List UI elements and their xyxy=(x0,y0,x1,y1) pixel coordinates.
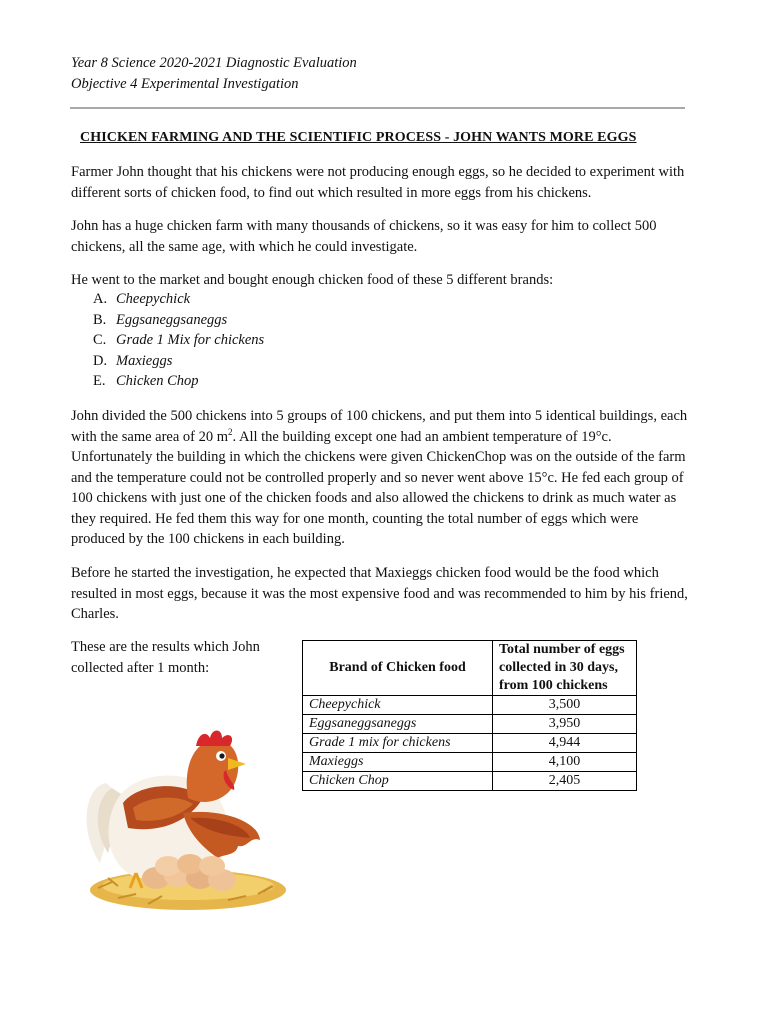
superscript: 2 xyxy=(228,426,233,437)
list-letter: E. xyxy=(93,373,106,389)
header-divider xyxy=(70,107,685,109)
list-letter: B. xyxy=(93,311,107,328)
table-cell-eggs: 4,100 xyxy=(493,753,637,772)
page-title: CHICKEN FARMING AND THE SCIENTIFIC PROCESS - JOHN WANTS MORE EGGS xyxy=(80,130,637,145)
brand-name: Chicken Chop xyxy=(116,373,199,389)
list-letter: A. xyxy=(93,291,108,307)
table-cell-brand: Maxieggs xyxy=(303,753,493,772)
method-paragraph xyxy=(71,406,691,550)
brand-name: Maxieggs xyxy=(116,352,173,369)
farm-paragraph: John has a huge chicken farm with many thousands of chickens, so it was easy for him to collect 500 chickens, all the same age, with which he could investigate. xyxy=(71,218,657,255)
table-cell-eggs: 2,405 xyxy=(493,772,637,791)
brand-name: Grade 1 Mix for chickens xyxy=(116,332,265,348)
table-row xyxy=(303,696,637,715)
table-row xyxy=(303,753,637,772)
list-item xyxy=(93,371,264,392)
table-cell-brand: Cheepychick xyxy=(303,696,493,715)
column-header-brand: Brand of Chicken food xyxy=(303,641,493,696)
table-cell-eggs: 3,500 xyxy=(493,696,637,715)
column-header-eggs: Total number of eggs collected in 30 days, from 100 chickens xyxy=(493,641,637,696)
method-text-1: John divided the 500 chickens into 5 groups of 100 chickens, and put them into 5 identical buildings, each with the same area of 20 m xyxy=(71,408,688,445)
list-item xyxy=(93,351,264,372)
brand-name: Eggsaneggsaneggs xyxy=(116,311,228,328)
header-line-2: Objective 4 Experimental Investigation xyxy=(71,76,299,92)
list-item xyxy=(93,310,264,331)
table-row xyxy=(303,715,637,734)
brand-name: Cheepychick xyxy=(116,291,191,307)
table-cell-eggs: 4,944 xyxy=(493,734,637,753)
brand-list xyxy=(93,289,264,392)
header-line-1: Year 8 Science 2020-2021 Diagnostic Evaluation xyxy=(71,55,357,71)
document-header xyxy=(71,53,357,95)
intro-paragraph: Farmer John thought that his chickens were not producing enough eggs, so he decided to experiment with different sorts of chicken food, to find out which resulted in more eggs from his chickens. xyxy=(71,164,685,201)
list-letter: D. xyxy=(93,352,108,369)
table-cell-brand: Eggsaneggsaneggs xyxy=(303,715,493,734)
results-table xyxy=(302,640,637,791)
list-item xyxy=(93,330,264,351)
brands-intro-paragraph: He went to the market and bought enough chicken food of these 5 different brands: xyxy=(71,272,554,288)
list-item xyxy=(93,289,264,310)
hen-on-eggs-illustration xyxy=(78,728,290,918)
method-text-2: . All the building except one had an ambient temperature of 19°c. Unfortunately the building in which the chickens were given ChickenChop was on the outside of the farm and the temperature could not be controlled properly and so never went above 15°c. He fed each group of 100 chickens with just one of the chicken foods and also allowed the chickens to drink as much water as they required. He fed them this way for one month, counting the total number of eggs which were produced by the 100 chickens in each building. xyxy=(71,428,686,547)
table-cell-brand: Grade 1 mix for chickens xyxy=(303,734,493,753)
table-row xyxy=(303,734,637,753)
list-letter: C. xyxy=(93,332,107,348)
table-cell-eggs: 3,950 xyxy=(493,715,637,734)
table-row xyxy=(303,772,637,791)
table-header-row xyxy=(303,641,637,696)
table-cell-brand: Chicken Chop xyxy=(303,772,493,791)
hypothesis-paragraph: Before he started the investigation, he expected that Maxieggs chicken food would be the food which resulted in most eggs, because it was the most expensive food and was recommended to him by his friend, Charles. xyxy=(71,565,688,622)
results-intro-paragraph: These are the results which John collected after 1 month: xyxy=(71,639,260,676)
